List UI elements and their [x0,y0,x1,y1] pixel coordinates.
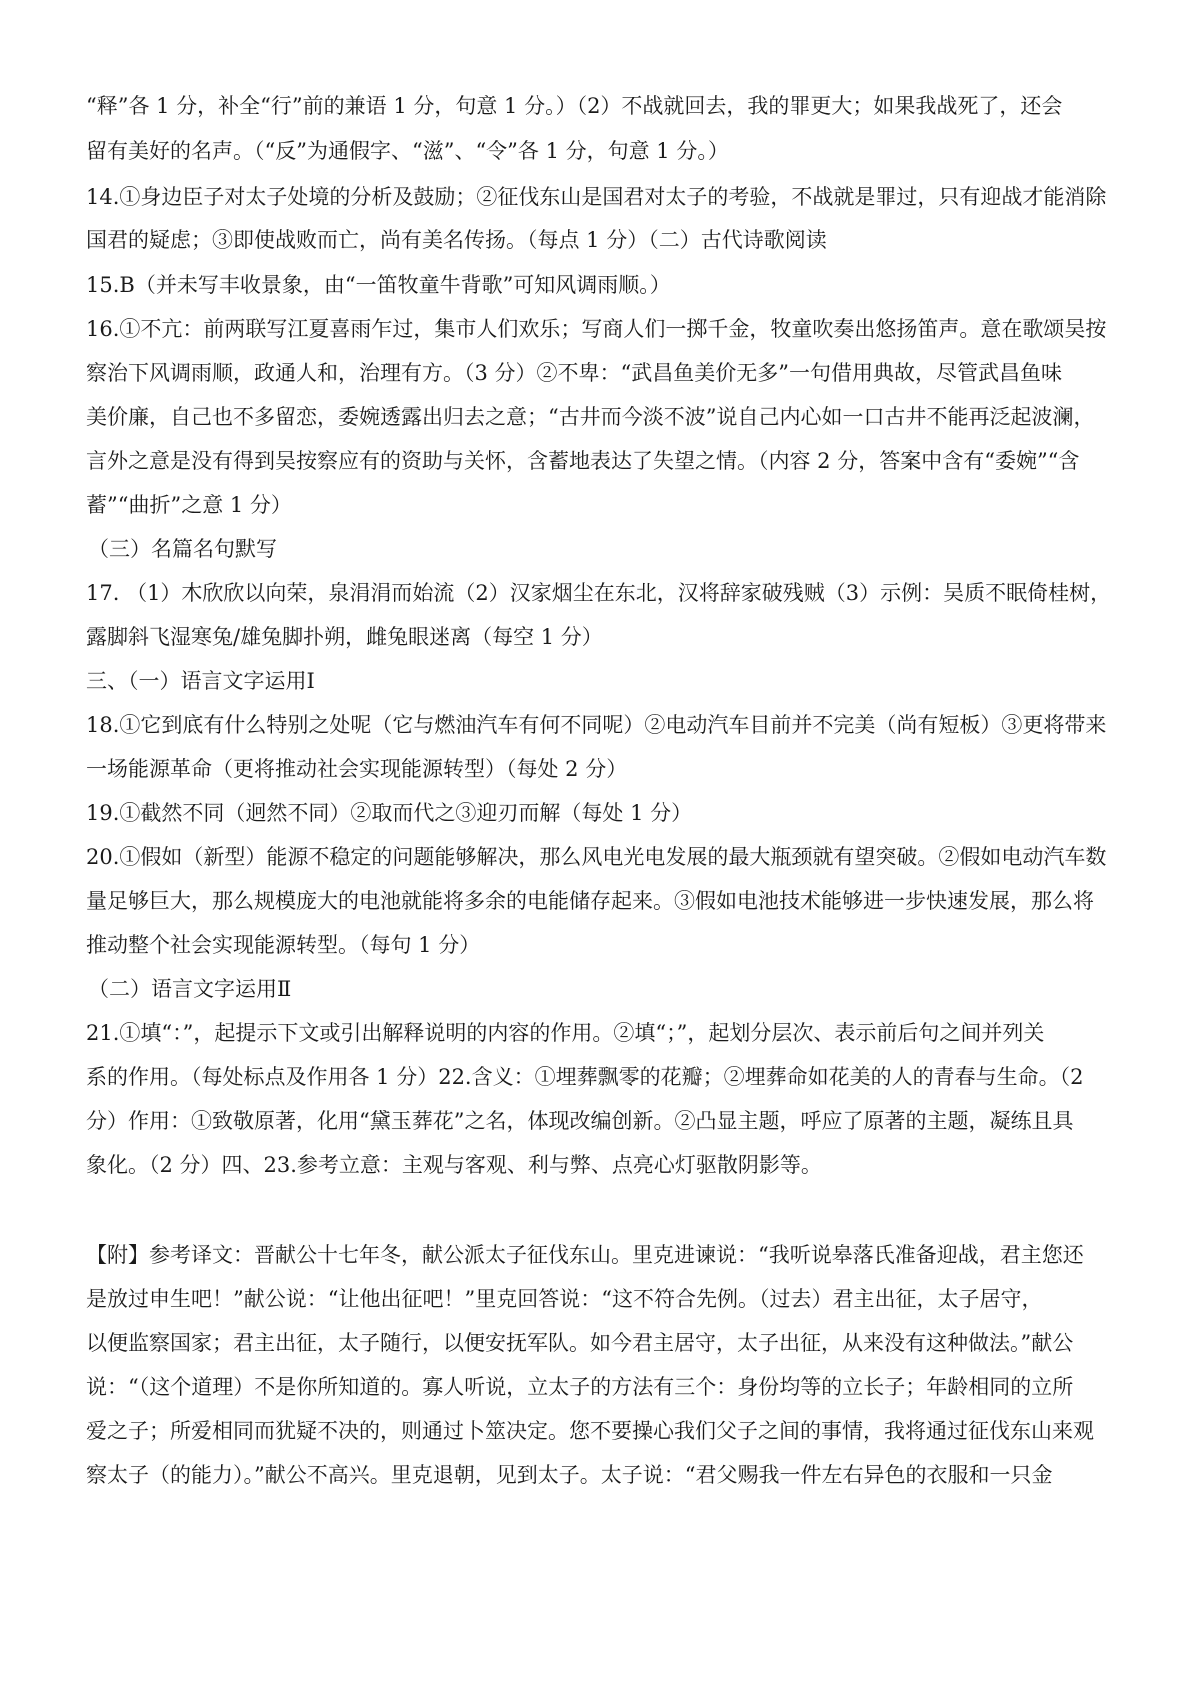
text-line: 20.①假如（新型）能源不稳定的问题能够解决，那么风电光电发展的最大瓶颈就有望突破。②假如电动汽车数 [86,845,1107,869]
text-line: 国君的疑虑；③即使战败而亡，尚有美名传扬。（每点 1 分）（二）古代诗歌阅读 [86,228,827,252]
text-line: 量足够巨大，那么规模庞大的电池就能将多余的电能储存起来。③假如电池技术能够进一步快速发展，那么将 [86,889,1094,913]
text-line: 察治下风调雨顺，政通人和，治理有方。（3 分）②不卑：“武昌鱼美价无多”一句借用典故，尽管武昌鱼味 [86,361,1063,385]
appendix-line: 爱之子；所爱相同而犹疑不决的，则通过卜筮决定。您不要操心我们父子之间的事情，我将通过征伐东山来观 [86,1419,1094,1443]
text-line: 蓄”“曲折”之意 1 分） [86,493,292,517]
text-line: 19.①截然不同（迥然不同）②取而代之③迎刃而解（每处 1 分） [86,801,693,825]
text-line: 推动整个社会实现能源转型。（每句 1 分） [86,933,481,957]
section-heading: （三）名篇名句默写 [88,537,277,561]
text-line: 象化。（2 分）四、23.参考立意：主观与客观、利与弊、点亮心灯驱散阴影等。 [86,1153,822,1177]
text-line: 美价廉，自己也不多留恋，委婉透露出归去之意；“古井而今淡不波”说自己内心如一口古井不能再泛起波澜， [86,405,1095,429]
text-line: 系的作用。（每处标点及作用各 1 分）22.含义：①埋葬飘零的花瓣；②埋葬命如花美的人的青春与生命。（2 [86,1065,1084,1089]
text-line: 露脚斜飞湿寒兔/雄兔脚扑朔，雌兔眼迷离（每空 1 分） [86,625,603,649]
text-line: 18.①它到底有什么特别之处呢（它与燃油汽车有何不同呢）②电动汽车目前并不完美（尚有短板）③更将带来 [86,713,1107,737]
section-heading: （二）语言文字运用Ⅱ [88,977,292,1001]
section-heading: 三、（一）语言文字运用Ⅰ [86,669,315,693]
text-line: 一场能源革命（更将推动社会实现能源转型）（每处 2 分） [86,757,628,781]
text-line: 17. （1）木欣欣以向荣，泉涓涓而始流（2）汉家烟尘在东北，汉将辞家破残贼（3）示例：吴质不眠倚桂树， [86,581,1112,605]
appendix-line: 察太子（的能力）。”献公不高兴。里克退朝，见到太子。太子说：“君父赐我一件左右异色的衣服和一只金 [86,1463,1053,1487]
text-line: 21.①填“：”，起提示下文或引出解释说明的内容的作用。②填“；”，起划分层次、表示前后句之间并列关 [86,1021,1045,1045]
text-line: 言外之意是没有得到吴按察应有的资助与关怀，含蓄地表达了失望之情。（内容 2 分，答案中含有“委婉”“含 [86,449,1080,473]
text-line: 留有美好的名声。（“反”为通假字、“滋”、“令”各 1 分，句意 1 分。） [86,139,729,163]
text-line: 分）作用：①致敬原著，化用“黛玉葬花”之名，体现改编创新。②凸显主题，呼应了原著的主题，凝练且具 [86,1109,1074,1133]
appendix-line: 是放过申生吧！”献公说：“让他出征吧！”里克回答说：“这不符合先例。（过去）君主出征，太子居守， [86,1287,1043,1311]
text-line: 15.B（并未写丰收景象，由“一笛牧童牛背歌”可知风调雨顺。） [86,273,671,297]
text-line: “释”各 1 分，补全“行”前的兼语 1 分，句意 1 分。）（2）不战就回去，我的罪更大；如果我战死了，还会 [86,94,1063,118]
appendix-line: 以便监察国家；君主出征，太子随行，以便安抚军队。如今君主居守，太子出征，从来没有这种做法。”献公 [86,1331,1074,1355]
appendix-line: 说：“（这个道理）不是你所知道的。寡人听说，立太子的方法有三个：身份均等的立长子；年龄相同的立所 [86,1375,1074,1399]
appendix-line: 【附】参考译文：晋献公十七年冬，献公派太子征伐东山。里克进谏说：“我听说皋落氏准备迎战，君主您还 [86,1243,1084,1267]
text-line: 14.①身边臣子对太子处境的分析及鼓励；②征伐东山是国君对太子的考验，不战就是罪过，只有迎战才能消除 [86,185,1107,209]
text-line: 16.①不亢：前两联写江夏喜雨乍过，集市人们欢乐；写商人们一掷千金，牧童吹奏出悠扬笛声。意在歌颂吴按 [86,317,1107,341]
